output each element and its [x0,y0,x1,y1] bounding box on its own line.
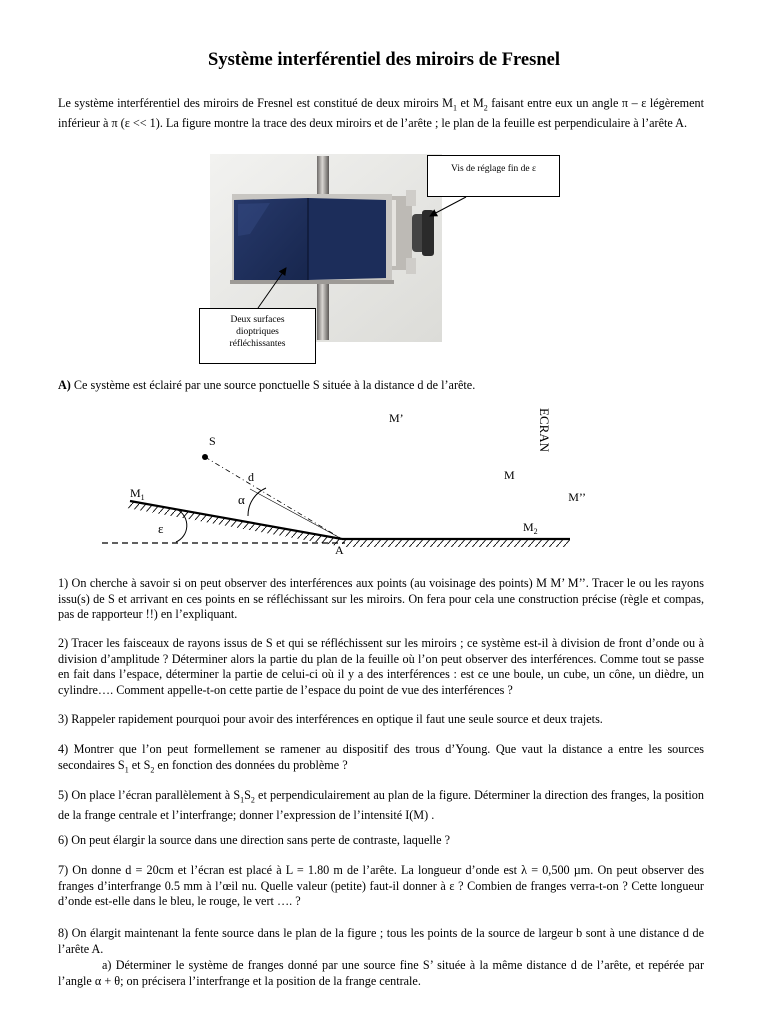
callout-line: dioptriques [236,327,279,337]
callout-line: Deux surfaces [230,315,285,325]
label-m1: $M_1$ [130,486,145,502]
label-m2: $M_2$ [523,520,538,536]
section-a-text: A) Ce système est éclairé par une source ponctuelle S située à la distance d de l’arête. [58,378,476,392]
question-5: 5) On place l’écran parallèlement à $S_1S_2$ et perpendiculairement au plan de la figure. Déterminer la direction des franges, la position de la frange centrale et l’interfrange; donner l’expression de l’intensité I(M) . [58,788,704,823]
question-8a: a) Déterminer le système de franges donné par une source fine S’ située à la même distance d de l’arête, et repérée par l’angle α + θ; on précisera l’interfrange et la position de la frange centrale. [58,958,704,988]
question-6: 6) On peut élargir la source dans une direction sans perte de contraste, laquelle ? [58,833,450,847]
callout-line: réfléchissantes [229,339,286,349]
label-s: S [209,434,216,448]
label-m-prime: M’ [389,411,404,425]
mirror-m2-hatching [342,540,570,547]
fine-adjust-screw-callout [427,155,560,197]
question-3: 3) Rappeler rapidement pourquoi pour avoir des interférences en optique il faut une seule source et deux trajets. [58,712,603,726]
label-d: d [248,470,254,484]
question-2: 2) Tracer les faisceaux de rayons issus de S et qui se réfléchissent sur les miroirs ; ce système est-il à division de front d’onde ou à division d’amplitude ? Déterminer alors la partie du plan de la feuille où l’on peut observer des interférences. Comme tout se passe en fait dans l’espace, déterminer la partie de celui-ci où il y a des interférences : est ce une boule, un cube, un cône, un dièdre, un cylindre…. Comment appelle-t-on cette partie de l’espace du point de vue des interférences ? [58,636,704,697]
callout-text: Vis de réglage fin de ε [451,164,536,174]
reflective-surfaces-callout [199,308,316,364]
label-ecran: ECRAN [537,408,552,453]
question-4: 4) Montrer que l’on peut formellement se ramener au dispositif des trous d’Young. Que vaut la distance a entre les sources secondaires $S_1$ et $S_2$ en fonction des données du problème ? [58,742,704,775]
fresnel-mirrors-figure [90,400,590,560]
label-epsilon: ε [158,521,164,536]
page-title: Système interférentiel des miroirs de Fresnel [208,50,560,70]
question-7: 7) On donne d = 20cm et l’écran est placé à L = 1.80 m de l’arête. La longueur d’onde est λ = 0,500 µm. On peut observer des franges d’interfrange 0.5 mm à l’œil nu. Quelle valeur (petite) faut-il donner à ε ? Combien de franges verra-t-on ? Cette longueur d’onde est-elle dans le bleu, le rouge, le vert …. ? [58,863,704,909]
label-m: M [504,468,515,482]
label-a: A [335,543,344,557]
label-m-double-prime: M’’ [568,490,586,504]
label-alpha: α [238,492,245,507]
question-1: 1) On cherche à savoir si on peut observer des interférences aux points (au voisinage des points) M M’ M’’. Tracer le ou les rayons issu(s) de S et arrivant en ces points en se réfléchissant sur les miroirs. On fera pour cela une construction précise (règle et compas, pas de rapporteur !!) en l’expliquant. [58,576,704,622]
question-8: 8) On élargit maintenant la fente source dans le plan de la figure ; tous les points de la source de largeur b sont à une distance d de l’arête A. [58,926,704,956]
intro-paragraph: Le système interférentiel des miroirs de Fresnel est constitué de deux miroirs $M_1$ et $M_2$ faisant entre eux un angle π – ε légèrement inférieur à π (ε << 1). La figure montre la trace des deux miroirs et de l’arête ; le plan de la feuille est perpendiculaire à l’arête A. [58,96,704,131]
